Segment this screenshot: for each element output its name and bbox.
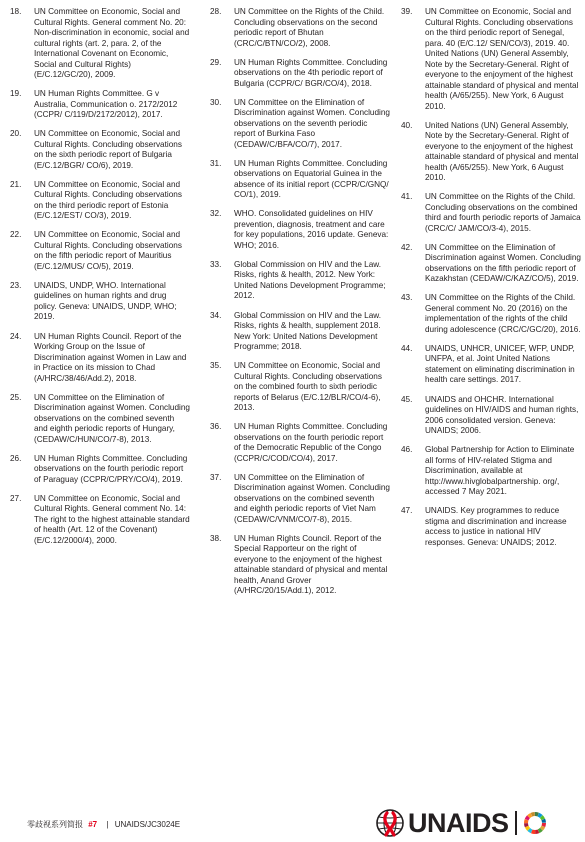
reference-number: 24. <box>10 331 22 341</box>
reference-text: Global Partnership for Action to Eliminate all forms of HIV-related Stigma and Discrimination, available at http://www.hivglobalpartnership. org/, accessed 7 May 2021. <box>425 445 575 497</box>
reference-text: WHO. Consolidated guidelines on HIV prevention, diagnosis, treatment and care for key populations, 2016 update. Geneva: WHO; 2016. <box>234 209 389 250</box>
reference-number: 25. <box>10 392 22 402</box>
reference-text: UN Human Rights Council. Report of the Working Group on the Issue of Discrimination against Women in Law and in Practice on its mission to Chad (A/HRC/38/46/Add.2), 2018. <box>34 331 187 383</box>
reference-number: 42. <box>401 242 413 252</box>
reference-item <box>401 395 581 437</box>
reference-item <box>210 159 390 201</box>
reference-text: UN Committee on the Elimination of Discrimination against Women. Concluding observations on the combined seventh and eighth periodic reports of Hungary, (CEDAW/C/HUN/CO/7-8), 2013. <box>34 392 190 444</box>
reference-text: UN Committee on Economic, Social and Cultural Rights. Concluding observations on the sixth periodic report of Bulgaria (E/C.12/BGR/ CO/6), 2019. <box>34 129 182 170</box>
unaids-logo <box>375 806 547 840</box>
reference-text: Global Commission on HIV and the Law. Risks, rights & health, 2012. New York: United Nations Development Programme; 2012. <box>234 259 386 301</box>
reference-text: UN Committee on Economic, Social and Cultural Rights. Concluding observations on the combined fourth to sixth periodic reports of Belarus (E/C.12/BLR/CO/4-6), 2013. <box>234 361 382 413</box>
reference-text: UN Committee on the Rights of the Child. Concluding observations on the combined third and fourth periodic reports of Jamaica (CRC/C/ JAM/CO/3-4), 2015. <box>425 192 581 233</box>
logo-divider <box>515 811 517 835</box>
reference-item <box>401 293 581 335</box>
reference-text: UN Human Rights Committee. G v Australia, Communication o. 2172/2012 (CCPR/ C/119/D/2172/2012), 2017. <box>34 89 178 120</box>
reference-item <box>210 361 390 414</box>
reference-text: UN Committee on Economic, Social and Cultural Rights. Concluding observations on the third periodic report of Senegal, para. 40 (E/C.12/ SEN/CO/3), 2019. 40. United Nations (UN) General Assembly, Note by the Secretary-General. Right of everyone to the enjoyment of the highest attainable standard of physical and mental health (A/65/255). New York, 6 August 2010. <box>425 7 579 111</box>
reference-item <box>401 7 581 112</box>
reference-item <box>210 473 390 526</box>
reference-item <box>10 230 190 272</box>
reference-item <box>10 89 190 121</box>
logo-wordmark: UNAIDS <box>408 807 509 838</box>
reference-text: UN Committee on the Rights of the Child. Concluding observations on the second periodic report of Bhutan (CRC/C/BTN/CO/2), 2008. <box>234 7 385 48</box>
reference-item <box>210 98 390 151</box>
reference-text: UN Human Rights Committee. Concluding observations on the fourth periodic report of the Democratic Republic of the Congo (CCPR/C/COD/CO/4), 2017. <box>234 422 388 463</box>
reference-text: UNAIDS, UNDP, WHO. International guidelines on human rights and drug policy. Geneva: UNAIDS, UNDP, WHO; 2019. <box>34 280 177 322</box>
reference-item <box>210 422 390 464</box>
reference-text: United Nations (UN) General Assembly, Note by the Secretary-General. Right of everyone to the enjoyment of the highest attainable standard of physical and mental health (A/65/255). New York, 6 August 2010. <box>425 120 579 183</box>
reference-number: 38. <box>210 533 222 543</box>
reference-text: UN Human Rights Committee. Concluding observations on the 4th periodic report of Bulgaria (CCPR/C/ BGR/CO/4), 2018. <box>234 57 388 88</box>
reference-number: 37. <box>210 472 222 482</box>
reference-number: 44. <box>401 343 413 353</box>
reference-item <box>10 393 190 446</box>
footer-document-code: UNAIDS/JC3024E <box>114 820 181 829</box>
reference-item <box>210 534 390 597</box>
reference-text: UN Committee on the Elimination of Discrimination against Women. Concluding observations on the fifth periodic report of Kazakhstan (CEDAW/C/KAZ/CO/5), 2019. <box>425 242 581 284</box>
reference-item <box>10 494 190 547</box>
reference-item <box>401 243 581 285</box>
reference-number: 41. <box>401 192 413 202</box>
reference-number: 39. <box>401 7 413 16</box>
reference-number: 34. <box>210 310 222 320</box>
footer-issue-number: #7 <box>88 820 98 829</box>
reference-item <box>210 7 390 49</box>
reference-text: UN Committee on Economic, Social and Cultural Rights. Concluding observations on the fifth periodic report of Mauritius (E/C.12/MUS/ CO/5), 2019. <box>34 230 182 271</box>
reference-item <box>401 121 581 184</box>
reference-item <box>210 58 390 90</box>
reference-text: UNAIDS, UNHCR, UNICEF, WFP, UNDP, UNFPA, et al. Joint United Nations statement on eliminating discrimination in health care settings. 2017. <box>425 343 575 385</box>
reference-text: UN Human Rights Committee. Concluding observations on the fourth periodic report of Paraguay (CCPR/C/PRY/CO/4), 2019. <box>34 453 188 484</box>
reference-number: 35. <box>210 361 222 371</box>
footer-separator: | <box>106 820 109 829</box>
reference-text: UN Human Rights Committee. Concluding observations on Equatorial Guinea in the absence of its initial report (CCPR/C/GNQ/ CO/1), 2019. <box>234 158 389 200</box>
reference-text: UNAIDS and OHCHR. International guidelines on HIV/AIDS and human rights, 2006 consolidated version. Geneva: UNAIDS; 2006. <box>425 394 579 436</box>
page-footer <box>0 807 585 842</box>
reference-text: UN Committee on the Elimination of Discrimination against Women. Concluding observations on the seventh periodic report of Burkina Faso (CEDAW/C/BFA/CO/7), 2017. <box>234 97 390 149</box>
footer-citation <box>27 819 180 830</box>
reference-number: 46. <box>401 445 413 455</box>
reference-item <box>10 7 190 81</box>
reference-number: 45. <box>401 394 413 404</box>
reference-number: 22. <box>10 230 22 240</box>
reference-number: 23. <box>10 280 22 290</box>
reference-item <box>10 180 190 222</box>
reference-text: Global Commission on HIV and the Law. Risks, rights & health, supplement 2018. New York: United Nations Development Programme; 2018. <box>234 310 381 352</box>
reference-number: 27. <box>10 493 22 503</box>
reference-number: 18. <box>10 7 22 16</box>
reference-item <box>10 129 190 171</box>
globe-ribbon-icon <box>375 808 405 838</box>
reference-text: UN Committee on the Elimination of Discrimination against Women. Concluding observations on the combined seventh and eighth periodic reports of Viet Nam (CEDAW/C/VNM/CO/7-8), 2015. <box>234 472 390 524</box>
reference-text: UN Committee on Economic, Social and Cultural Rights. Concluding observations on the third periodic report of Estonia (E/C.12/EST/ CO/3), 2019. <box>34 179 182 221</box>
reference-item <box>401 344 581 386</box>
reference-number: 32. <box>210 209 222 219</box>
reference-number: 33. <box>210 259 222 269</box>
reference-number: 40. <box>401 120 413 130</box>
references-column-2 <box>210 7 390 606</box>
reference-item <box>401 506 581 548</box>
reference-item <box>210 311 390 353</box>
reference-number: 29. <box>210 57 222 67</box>
references-column-1 <box>10 7 190 555</box>
reference-number: 31. <box>210 158 222 168</box>
reference-item <box>10 332 190 385</box>
reference-item <box>210 209 390 251</box>
reference-number: 28. <box>210 7 222 16</box>
reference-text: UN Human Rights Council. Report of the Special Rapporteur on the right of everyone to the enjoyment of the highest attainable standard of physical and mental health, Anand Grover (A/HRC/20/15/Add.1), 2012. <box>234 533 388 596</box>
reference-item <box>210 260 390 302</box>
footer-series-title: 零歧视系列简报 <box>27 820 83 829</box>
reference-number: 43. <box>401 293 413 303</box>
reference-item <box>10 454 190 486</box>
reference-number: 30. <box>210 97 222 107</box>
reference-number: 21. <box>10 179 22 189</box>
reference-number: 47. <box>401 506 413 516</box>
reference-number: 19. <box>10 89 22 99</box>
references-column-3 <box>401 7 581 557</box>
reference-text: UN Committee on Economic, Social and Cultural Rights. General comment No. 14: The right to the highest attainable standard of health (Art. 12 of the Covenant) (E/C.12/2000/4), 2000. <box>34 493 190 545</box>
sdg-wheel-icon <box>523 811 547 835</box>
reference-item <box>10 281 190 323</box>
reference-number: 26. <box>10 453 22 463</box>
reference-number: 20. <box>10 129 22 139</box>
reference-item <box>401 445 581 498</box>
reference-text: UNAIDS. Key programmes to reduce stigma and discrimination and increase access to justice in national HIV responses. Geneva: UNAIDS; 2012. <box>425 506 567 547</box>
reference-text: UN Committee on Economic, Social and Cultural Rights. General comment No. 20: Non-discrimination in economic, social and cultural rights (art. 2, para. 2, of the International Covenant on Economic, Social and Cultural Rights) (E/C.12/GC/20), 2009. <box>34 7 190 79</box>
reference-text: UN Committee on the Rights of the Child. General comment No. 20 (2016) on the implementation of the rights of the child during adolescence (CRC/C/GC/20), 2016. <box>425 293 581 334</box>
reference-number: 36. <box>210 422 222 432</box>
reference-item <box>401 192 581 234</box>
